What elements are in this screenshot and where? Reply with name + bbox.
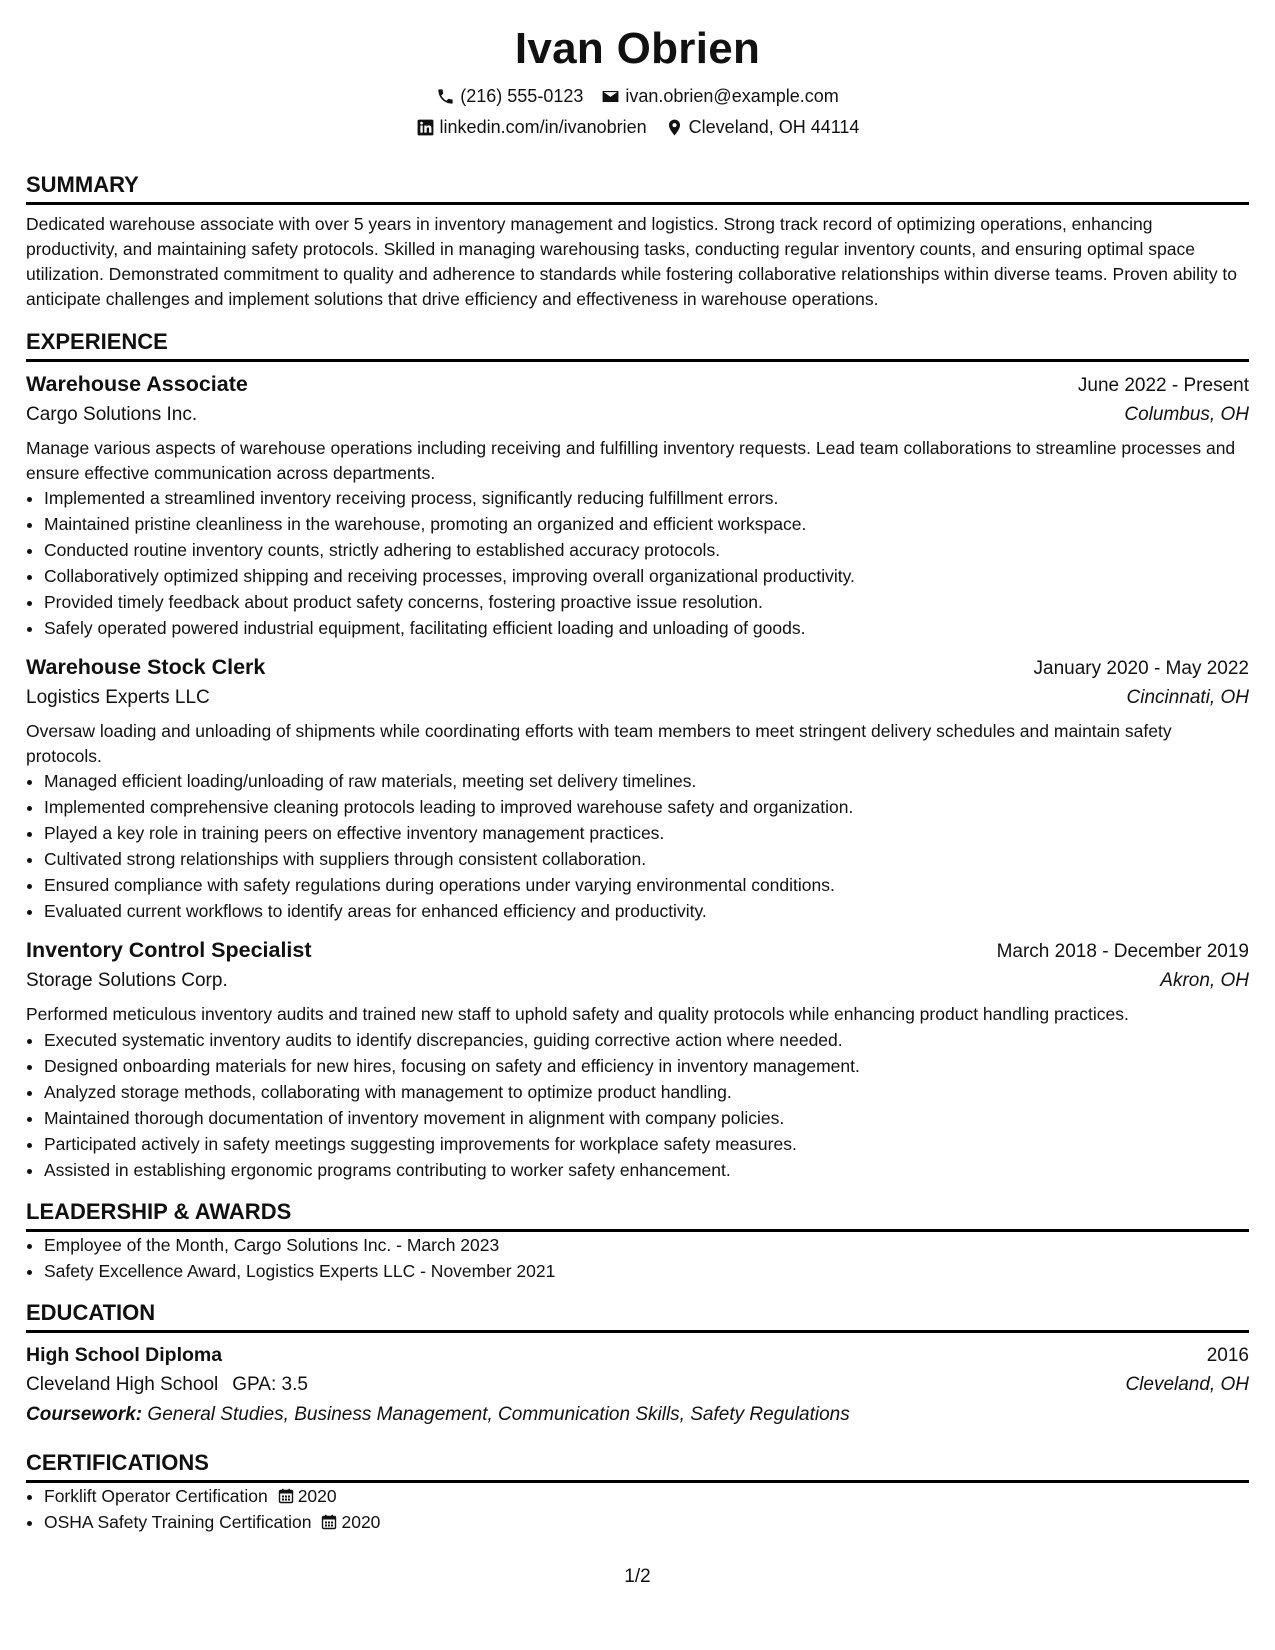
cert-date bbox=[321, 1509, 380, 1535]
job-dates: March 2018 - December 2019 bbox=[996, 941, 1249, 962]
job-bullets bbox=[26, 1027, 1249, 1183]
certifications-heading: CERTIFICATIONS bbox=[26, 1450, 1249, 1483]
list-item: • Played a key role in training peers on effective inventory management practices. bbox=[44, 820, 1249, 846]
list-item bbox=[44, 1483, 1249, 1509]
certifications-list bbox=[26, 1483, 1249, 1535]
graduation-year: 2016 bbox=[1206, 1344, 1249, 1366]
list-item: • Implemented comprehensive cleaning protocols leading to improved warehouse safety and organization. bbox=[44, 794, 1249, 820]
linkedin-contact[interactable] bbox=[416, 115, 647, 139]
list-item: • Maintained thorough documentation of inventory movement in alignment with company policies. bbox=[44, 1105, 1249, 1131]
envelope-icon bbox=[601, 87, 620, 106]
summary-text: Dedicated warehouse associate with over 5 years in inventory management and logistics. Strong track record of optimizing operations, enhancing productivity, and maintaining safety protocols. Skilled in managing warehousing tasks, conducting regular inventory counts, and ensuring optimal space utilization. Demonstrated commitment to quality and adherence to standards while fostering collaborative relationships within diverse teams. Proven ability to anticipate challenges and implement solutions that drive efficiency and effectiveness in warehouse operations. bbox=[26, 214, 1238, 309]
list-item: • Safely operated powered industrial equipment, facilitating efficient loading and unloading of goods. bbox=[44, 615, 1249, 641]
phone-contact[interactable] bbox=[436, 84, 583, 108]
education-heading: EDUCATION bbox=[26, 1300, 1249, 1333]
job-dates: January 2020 - May 2022 bbox=[1033, 658, 1249, 679]
list-item: • Participated actively in safety meetings suggesting improvements for workplace safety measures. bbox=[44, 1131, 1249, 1157]
list-item: • Analyzed storage methods, collaborating with management to optimize product handling. bbox=[44, 1079, 1249, 1105]
list-item: • Collaboratively optimized shipping and receiving processes, improving overall organizational productivity. bbox=[44, 563, 1249, 589]
coursework-list: General Studies, Business Management, Communication Skills, Safety Regulations bbox=[147, 1403, 850, 1425]
list-item: • Executed systematic inventory audits to identify discrepancies, guiding corrective action where needed. bbox=[44, 1027, 1249, 1053]
list-item: • Provided timely feedback about product safety concerns, fostering proactive issue resolution. bbox=[44, 589, 1249, 615]
cert-name: • OSHA Safety Training Certification bbox=[44, 1511, 312, 1532]
job-entry bbox=[26, 936, 1249, 1183]
resume-page bbox=[26, 0, 1249, 1535]
linkedin-icon bbox=[416, 118, 435, 137]
awards-list bbox=[26, 1232, 1249, 1284]
job-company: Cargo Solutions Inc. bbox=[26, 404, 198, 425]
school-line bbox=[26, 1370, 308, 1400]
cert-date bbox=[278, 1483, 337, 1509]
list-item: • Managed efficient loading/unloading of raw materials, meeting set delivery timelines. bbox=[44, 768, 1249, 794]
experience-heading: EXPERIENCE bbox=[26, 329, 1249, 362]
list-item bbox=[44, 1509, 1249, 1535]
job-bullets bbox=[26, 768, 1249, 924]
page-number: 1/2 bbox=[624, 1566, 651, 1587]
leadership-heading: LEADERSHIP & AWARDS bbox=[26, 1199, 1249, 1232]
candidate-name: Ivan Obrien bbox=[514, 24, 761, 73]
contact-row-primary bbox=[26, 84, 1249, 108]
linkedin-text: linkedin.com/in/ivanobrien bbox=[439, 117, 647, 137]
job-location: Cincinnati, OH bbox=[1126, 687, 1249, 708]
map-pin-icon bbox=[665, 118, 684, 137]
job-description: Performed meticulous inventory audits and trained new staff to uphold safety and quality protocols while enhancing product handling practices. bbox=[26, 1004, 1129, 1024]
school-location: Cleveland, OH bbox=[1125, 1373, 1249, 1395]
coursework bbox=[26, 1400, 1249, 1430]
location-contact bbox=[665, 115, 860, 139]
phone-icon bbox=[436, 87, 455, 106]
job-description: Oversaw loading and unloading of shipments while coordinating efforts with team members to meet stringent delivery schedules and maintain safety protocols. bbox=[26, 721, 1172, 766]
list-item: • Conducted routine inventory counts, strictly adhering to established accuracy protocols. bbox=[44, 537, 1249, 563]
phone-text: (216) 555-0123 bbox=[460, 86, 584, 106]
job-entry bbox=[26, 653, 1249, 924]
calendar-icon bbox=[278, 1488, 294, 1504]
gpa: GPA: 3.5 bbox=[232, 1373, 308, 1395]
job-location: Akron, OH bbox=[1160, 970, 1249, 991]
contact-row-secondary bbox=[26, 115, 1249, 139]
job-title: Warehouse Associate bbox=[26, 372, 248, 396]
list-item: • Designed onboarding materials for new hires, focusing on safety and efficiency in inventory management. bbox=[44, 1053, 1249, 1079]
job-dates: June 2022 - Present bbox=[1077, 375, 1249, 396]
list-item: • Safety Excellence Award, Logistics Experts LLC - November 2021 bbox=[44, 1258, 1249, 1284]
list-item: • Cultivated strong relationships with suppliers through consistent collaboration. bbox=[44, 846, 1249, 872]
job-description: Manage various aspects of warehouse operations including receiving and fulfilling inventory requests. Lead team collaborations to streamline processes and ensure effective communication across departments. bbox=[26, 438, 1236, 483]
education-entry bbox=[26, 1341, 1249, 1430]
job-title: Warehouse Stock Clerk bbox=[26, 655, 266, 679]
job-bullets bbox=[26, 485, 1249, 641]
cert-year: 2020 bbox=[341, 1511, 381, 1532]
list-item: • Evaluated current workflows to identify areas for enhanced efficiency and productivity. bbox=[44, 898, 1249, 924]
school-name: Cleveland High School bbox=[26, 1373, 219, 1395]
cert-year: 2020 bbox=[297, 1485, 337, 1506]
summary-heading: SUMMARY bbox=[26, 172, 1249, 205]
job-location: Columbus, OH bbox=[1124, 404, 1249, 425]
list-item: • Assisted in establishing ergonomic programs contributing to worker safety enhancement. bbox=[44, 1157, 1249, 1183]
job-company: Storage Solutions Corp. bbox=[26, 970, 228, 991]
cert-name: • Forklift Operator Certification bbox=[44, 1485, 268, 1506]
experience-list bbox=[26, 370, 1249, 1183]
list-item: • Employee of the Month, Cargo Solutions Inc. - March 2023 bbox=[44, 1232, 1249, 1258]
list-item: • Ensured compliance with safety regulations during operations under varying environmental conditions. bbox=[44, 872, 1249, 898]
list-item: • Implemented a streamlined inventory receiving process, significantly reducing fulfillment errors. bbox=[44, 485, 1249, 511]
location-text: Cleveland, OH 44114 bbox=[688, 117, 860, 137]
degree-title: High School Diploma bbox=[26, 1343, 223, 1366]
job-entry bbox=[26, 370, 1249, 641]
calendar-icon bbox=[321, 1514, 337, 1530]
email-contact[interactable] bbox=[601, 84, 838, 108]
list-item: • Maintained pristine cleanliness in the warehouse, promoting an organized and efficient workspace. bbox=[44, 511, 1249, 537]
coursework-label: Coursework: bbox=[26, 1403, 143, 1425]
email-text: ivan.obrien@example.com bbox=[625, 86, 839, 106]
job-title: Inventory Control Specialist bbox=[26, 938, 312, 962]
job-company: Logistics Experts LLC bbox=[26, 687, 210, 708]
